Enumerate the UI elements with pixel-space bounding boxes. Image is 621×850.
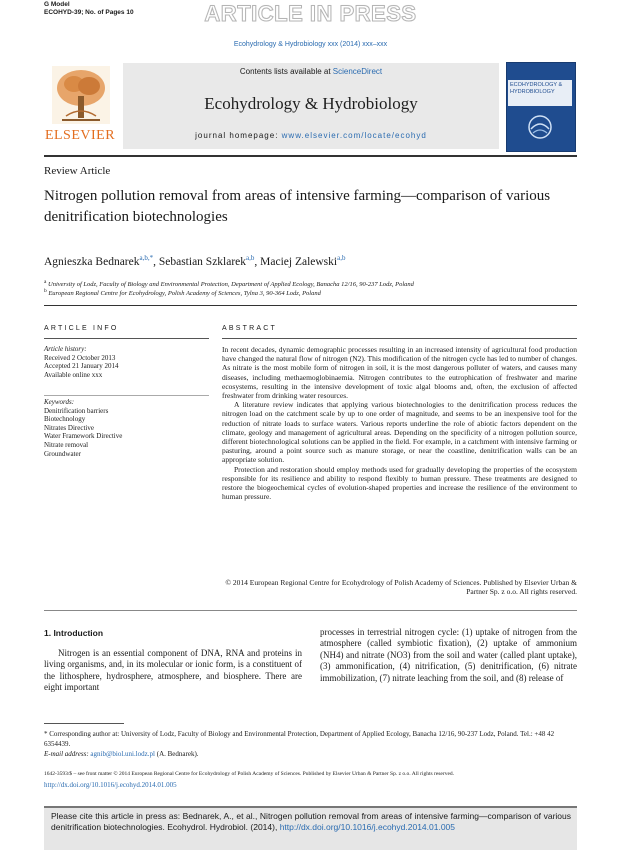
keyword: Water Framework Directive [44, 432, 123, 441]
article-title: Nitrogen pollution removal from areas of intensive farming—comparison of various denitrification biotechnologies [44, 188, 551, 225]
citation-body: Please cite this article in press as: Bednarek, A., et al., Nitrogen pollution removal from areas of intensive farming—comparison of various denitrification biotechnologies. Ecohydrol. Hydrobiol. (2014), [51, 811, 571, 832]
g-model-label: G Model [44, 1, 70, 8]
publisher-name: ELSEVIER [44, 128, 116, 143]
abstract-paragraph: In recent decades, dynamic demographic processes resulting in an increased intensity of agricultural food production have changed the natural flow of nitrogen (N2). This modification of the nitrogen cycle has led to number of changes. As nitrate is the most mobile form of nitrogen in soil, it is the most dangerous polluter of waters, and causes many diseases, including methaemoglobinaemia. Nitrogen contributes to the eutrophication of freshwater and marine ecosystems, resulting in the intensive development of toxic algal blooms and, often, the exclusion of affected freshwater from drinking water resources. [222, 345, 577, 401]
keyword: Biotechnology [44, 415, 86, 424]
history-received: Received 2 October 2013 [44, 353, 116, 362]
author-affiliation-marker[interactable]: a,b [246, 254, 255, 262]
keyword: Nitrate removal [44, 440, 89, 449]
elsevier-tree-icon [52, 66, 110, 124]
journal-cover-title: ECOHYDROLOGY & HYDROBIOLOGY [510, 82, 563, 95]
author-list [44, 254, 345, 268]
author-name[interactable]: Agnieszka Bednarek [44, 255, 140, 268]
masthead-divider [44, 155, 577, 157]
email-note [44, 750, 199, 758]
email-suffix: (A. Bednarek). [155, 750, 199, 758]
section-heading: 1. Introduction [44, 628, 104, 638]
contents-line [123, 67, 499, 76]
affiliation-marker: b [44, 288, 47, 294]
footnote-rule [44, 723, 124, 724]
author-affiliation-marker[interactable]: a,b,* [139, 254, 154, 262]
corresponding-author-note: * Corresponding author at: University of Lodz, Faculty of Biology and Environmental Protection, Department of Applied Ecology, Banacha 12/16, 90-237 Lodz, Poland. Tel.: +48 42 6354439. [44, 730, 555, 748]
doi-link[interactable]: http://dx.doi.org/10.1016/j.ecohyd.2014.01.005 [44, 781, 177, 789]
abstract-body [222, 345, 577, 501]
abstract-paragraph: Protection and restoration should employ methods used for gradually developing the properties of the ecosystem responsible for its resilience and ability to respond flexibly to human pressure. These treatments are designed to restore the biogeochemical cycles of evolution-shaped properties and increase the resilience of the environment to human pressure. [222, 464, 577, 502]
article-info-heading: ARTICLE INFO [44, 325, 119, 332]
title-divider [44, 305, 577, 306]
citation-doi-link[interactable]: http://dx.doi.org/10.1016/j.ecohyd.2014.01.005 [279, 822, 456, 832]
keywords-list [44, 398, 209, 458]
citation-text [51, 811, 571, 833]
keywords-label: Keywords: [44, 398, 75, 406]
journal-title: Ecohydrology & Hydrobiology [204, 94, 418, 113]
abstract-paragraph: A literature review indicates that applying various biotechnologies to the denitrification process reduces the nitrogen load on the catchment scale by up to one order of magnitude, and seems to be an inexpensive tool for the reduction of nitrate loads to surface waters. Various reports underline the role of abiotic factors dependent on the climate, geology and management of agricultural areas. Depending on the specificity of a nitrogen pollution source, different biotechnological solutions can be applied in the field. For example, in a catchment with intensive farming or pasturing, around a point source such as manure storage, or near the coastline, denitrification walls can be an appropriate solution. [222, 400, 577, 465]
author-name[interactable]: Sebastian Szklarek [158, 255, 247, 268]
article-info-rule [44, 338, 209, 339]
abstract-rule [222, 338, 577, 339]
journal-code: ECOHYD-39; No. of Pages 10 [44, 9, 134, 16]
email-link[interactable]: agnib@biol.uni.lodz.pl [90, 750, 155, 758]
contents-prefix: Contents lists available at [239, 67, 333, 76]
body-text-right-column: processes in terrestrial nitrogen cycle: (1) uptake of nitrogen from the atmosphere (called symbiotic fixation), (2) uptake of ammonium (NH4) and nitrate (NO3) from the soil and water (called plant uptake), (3) ammonification, (4) nitrification, (5) denitrification, (6) nitrate immobilization, (7) nitrate leaching from the soil, and (8) release of [320, 627, 577, 683]
journal-homepage [123, 131, 499, 140]
history-accepted: Accepted 21 January 2014 [44, 362, 119, 371]
journal-cover-emblem-icon [525, 113, 555, 141]
homepage-prefix: journal homepage: [195, 131, 282, 140]
affiliation [44, 288, 321, 297]
keyword: Denitrification barriers [44, 406, 109, 415]
homepage-link[interactable]: www.elsevier.com/locate/ecohyd [281, 131, 427, 140]
history-online: Available online xxx [44, 370, 103, 379]
keyword: Groundwater [44, 449, 81, 458]
affiliation [44, 279, 414, 288]
keyword: Nitrates Directive [44, 423, 94, 432]
article-history [44, 345, 209, 379]
abstract-heading: ABSTRACT [222, 325, 277, 332]
author-separator: , [153, 255, 159, 268]
abstract-divider [44, 610, 577, 611]
keywords-rule [44, 395, 209, 396]
author-separator: , [254, 255, 261, 268]
affiliation-text: University of Lodz, Faculty of Biology and Environmental Protection, Department of Applied Ecology, Banacha 12/16, 90-237 Lodz, Poland [48, 281, 414, 289]
history-label: Article history: [44, 345, 87, 353]
article-type: Review Article [44, 165, 111, 177]
copyright-notice: © 2014 European Regional Centre for Ecohydrology of Polish Academy of Sciences. Published by Elsevier Urban & Partner Sp. z o.o. All rights reserved. [225, 578, 577, 597]
article-in-press-banner: ARTICLE IN PRESS [204, 1, 417, 26]
sciencedirect-link[interactable]: ScienceDirect [332, 67, 383, 76]
author-name[interactable]: Maciej Zalewski [260, 255, 338, 268]
author-affiliation-marker[interactable]: a,b [337, 254, 346, 262]
running-head-link[interactable]: Ecohydrology & Hydrobiology xxx (2014) xxx–xxx [233, 41, 388, 48]
affiliation-marker: a [44, 279, 47, 285]
body-text-left-column: Nitrogen is an essential component of DNA, RNA and proteins in living organisms, and, in its molecular or ionic form, is a constituent of the lithosphere, hydrosphere, atmosphere, and biosphere. There are eight important [44, 648, 302, 693]
email-label: E-mail address: [44, 750, 91, 758]
issn-line: 1642-3593/$ – see front matter © 2014 European Regional Centre for Ecohydrology of Polish Academy of Sciences. Published by Elsevier Urban & Partner Sp. z o.o. All rights reserved. [44, 771, 455, 777]
affiliation-text: European Regional Centre for Ecohydrology, Polish Academy of Sciences, Tylna 3, 90-364 Lodz, Poland [48, 290, 321, 298]
